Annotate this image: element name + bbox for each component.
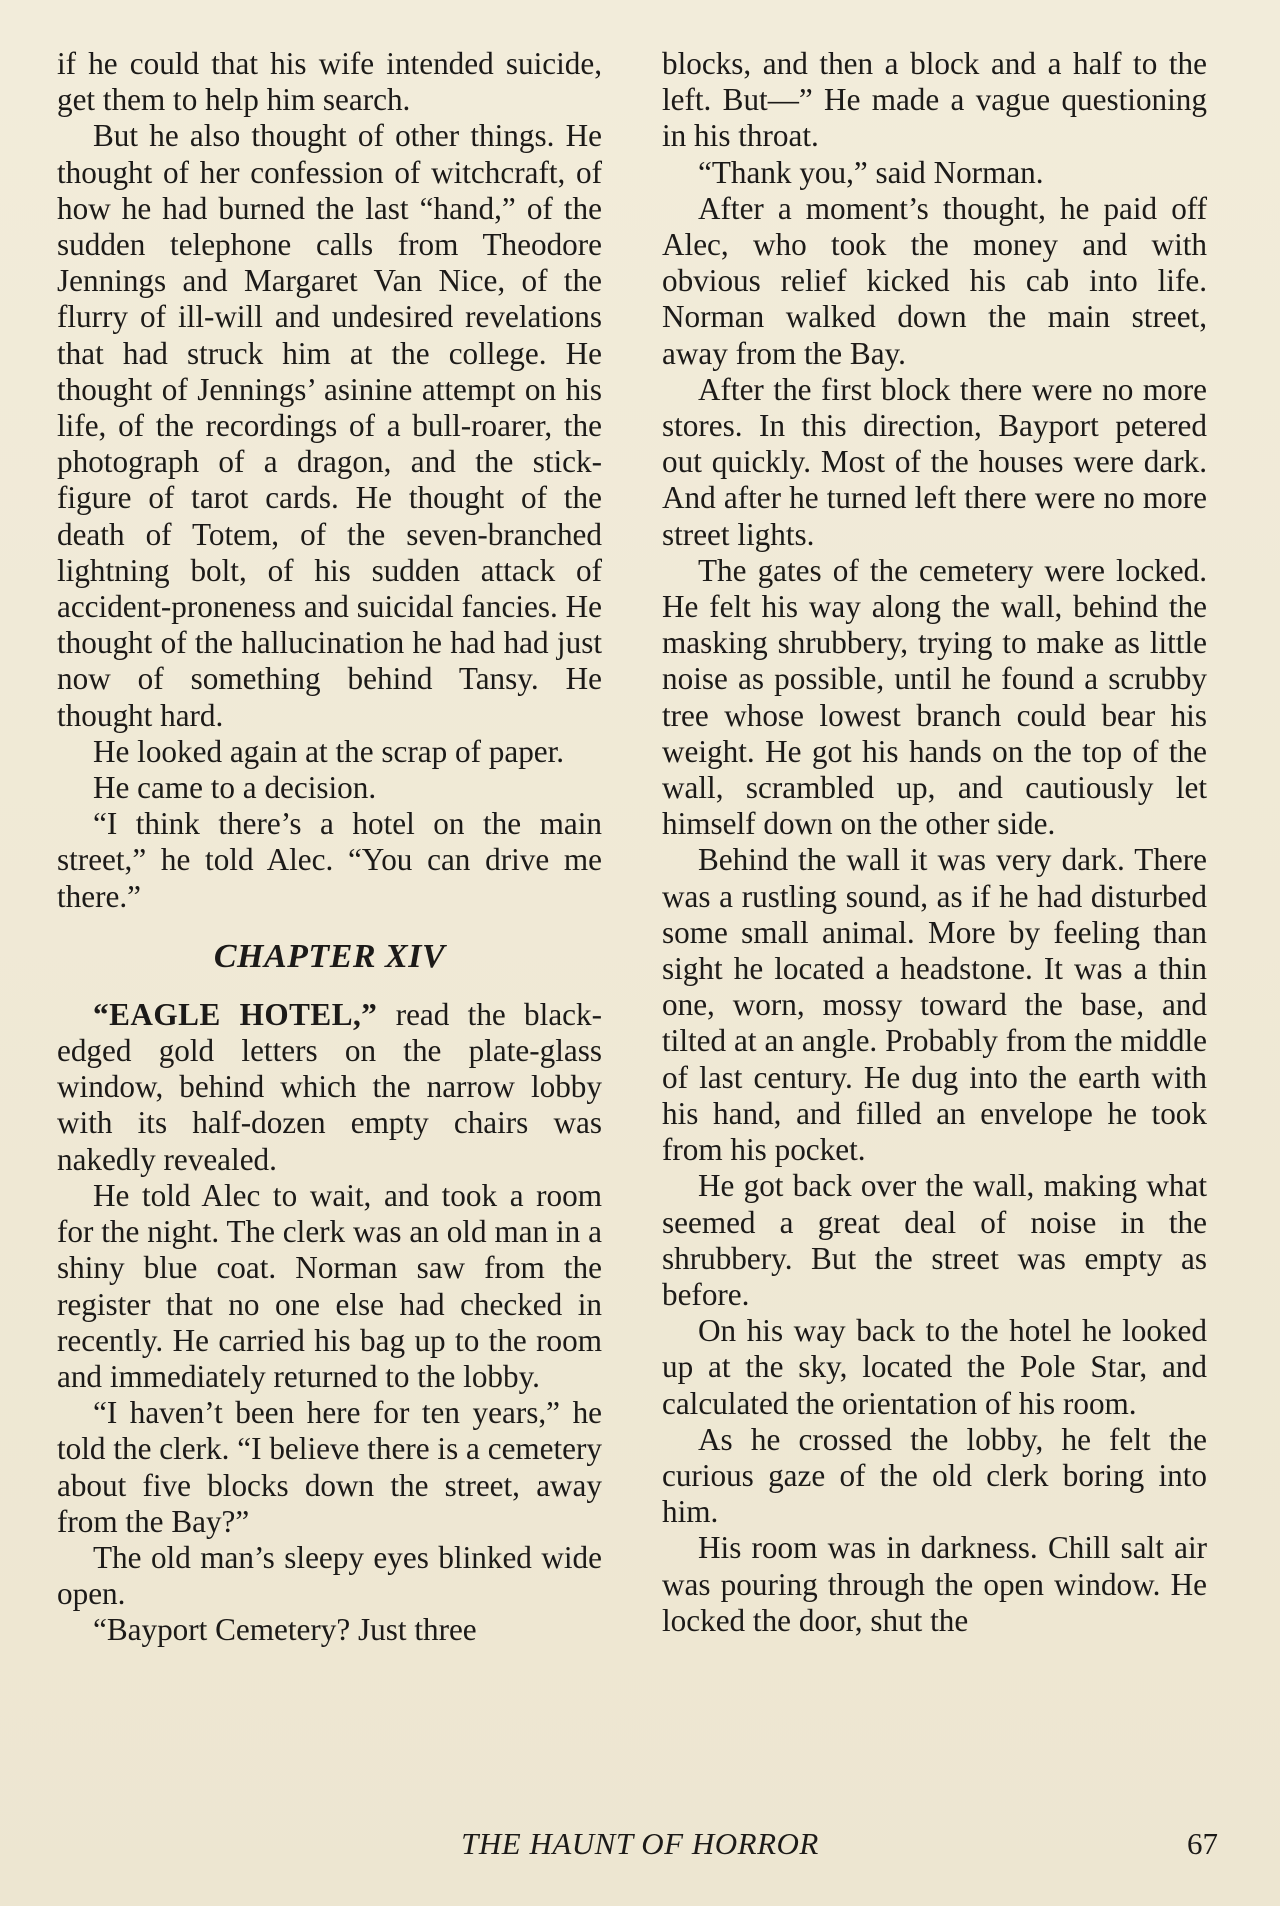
page-footer xyxy=(0,1826,1280,1866)
paragraph: But he also thought of other things. He thought of her confession of witchcraft, of how he had burned the last “hand,” of the sudden telephone calls from Theodore Jennings and Margaret Van Nice, of the flurry of ill-will and undesired revelations that had struck him at the college. He thought of Jennings’ asinine attempt on his life, of the recordings of a bull-roarer, the photograph of a dragon, and the stick-figure of tarot cards. He thought of the death of Totem, of the seven-branched lightning bolt, of his sudden attack of accident-proneness and suicidal fancies. He thought of the hallucination he had had just now of something behind Tansy. He thought hard. xyxy=(57,118,602,733)
magazine-title: THE HAUNT OF HORROR xyxy=(461,1826,819,1861)
paragraph: blocks, and then a block and a half to the left. But—” He made a vague questioning in his throat. xyxy=(662,46,1207,154)
paragraph: As he crossed the lobby, he felt the curious gaze of the old clerk boring into him. xyxy=(662,1421,1207,1530)
paragraph-text: read the black-edged gold letters on the plate-glass window, behind which the narrow lobby with its half-dozen empty chairs was nakedly revealed. xyxy=(57,996,602,1177)
chapter-heading: CHAPTER XIV xyxy=(213,937,446,975)
paragraph: “I think there’s a hotel on the main street,” he told Alec. “You can drive me there.” xyxy=(57,806,602,914)
paragraph: The old man’s sleepy eyes blinked wide open. xyxy=(57,1539,602,1612)
paragraph: He looked again at the scrap of paper. xyxy=(93,733,565,769)
paragraph: He came to a decision. xyxy=(93,770,377,806)
paragraph: After the first block there were no more stores. In this direction, Bayport petered out quickly. Most of the houses were dark. And after he turned left there were no more street lights. xyxy=(662,371,1207,552)
paragraph: On his way back to the hotel he looked up at the sky, located the Pole Star, and calculated the orientation of his room. xyxy=(662,1313,1207,1421)
right-column xyxy=(662,46,1207,1639)
paragraph: The gates of the cemetery were locked. He felt his way along the wall, behind the masking shrubbery, trying to make as little noise as possible, until he found a scrubby tree whose lowest branch could bear his weight. He got his hands on the top of the wall, scrambled up, and cautiously let himself down on the other side. xyxy=(662,552,1207,842)
paragraph: After a moment’s thought, he paid off Alec, who took the money and with obvious relief kicked his cab into life. Norman walked down the main street, away from the Bay. xyxy=(662,190,1207,371)
page-number: 67 xyxy=(1187,1826,1218,1861)
paragraph: if he could that his wife intended suicide, get them to help him search. xyxy=(57,46,602,118)
paragraph: “Bayport Cemetery? Just three xyxy=(93,1612,477,1648)
paragraph: Behind the wall it was very dark. There was a rustling sound, as if he had disturbed some small animal. More by feeling than sight he located a headstone. It was a thin one, worn, mossy toward the base, and tilted at an angle. Probably from the middle of last century. He dug into the earth with his hand, and filled an envelope he took from his pocket. xyxy=(662,842,1207,1168)
left-column xyxy=(57,46,602,1649)
paragraph: He got back over the wall, making what seemed a great deal of noise in the shrubbery. But the street was empty as before. xyxy=(662,1168,1207,1312)
paragraph: He told Alec to wait, and took a room for the night. The clerk was an old man in a shiny blue coat. Norman saw from the register that no one else had checked in recently. He carried his bag up to the room and immediately returned to the lobby. xyxy=(57,1177,602,1394)
hotel-sign-text: “EAGLE HOTEL,” xyxy=(93,996,378,1032)
paragraph: His room was in darkness. Chill salt air was pouring through the open window. He locked the door, shut the xyxy=(662,1530,1207,1638)
chapter-opening-paragraph xyxy=(57,997,602,1178)
paragraph: “Thank you,” said Norman. xyxy=(698,154,1044,190)
paragraph: “I haven’t been here for ten years,” he told the clerk. “I believe there is a cemetery about five blocks down the street, away from the Bay?” xyxy=(57,1395,602,1539)
